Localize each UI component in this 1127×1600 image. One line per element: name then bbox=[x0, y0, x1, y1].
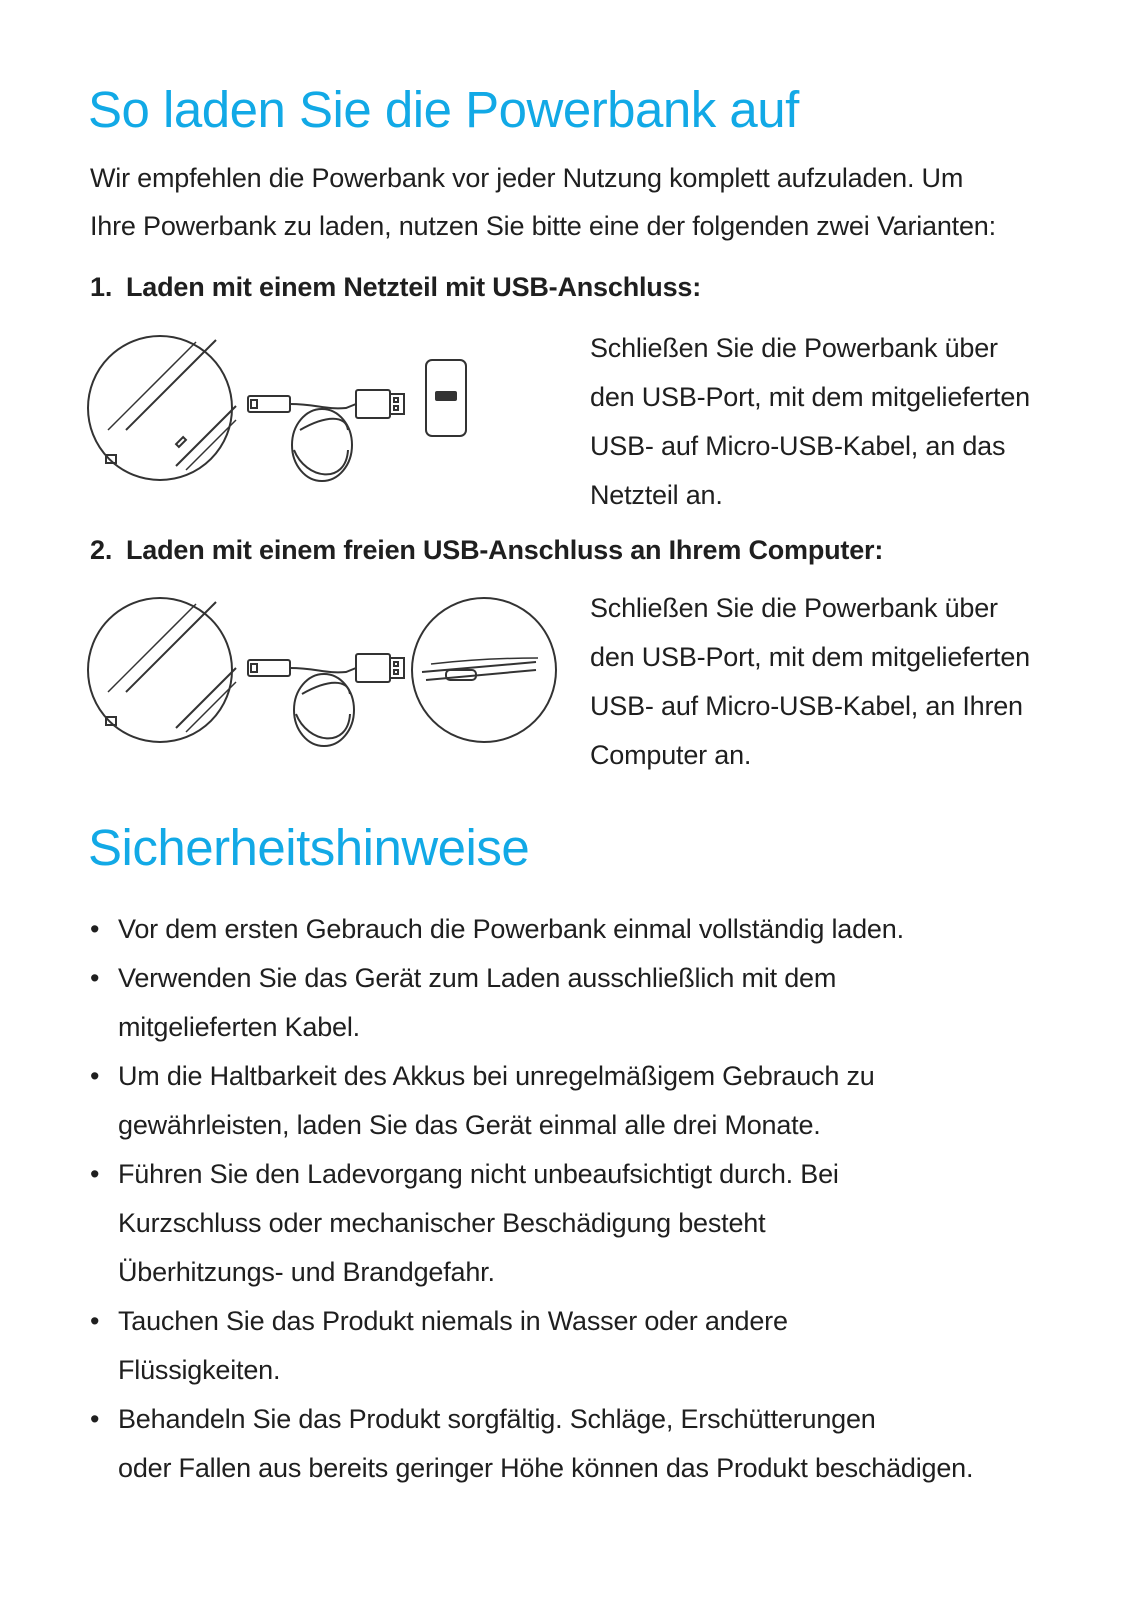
bullet-line: gewährleisten, laden Sie das Gerät einmal alle drei Monate. bbox=[118, 1110, 821, 1140]
bullet-line: Kurzschluss oder mechanischer Beschädigung besteht bbox=[118, 1208, 766, 1238]
step-line: Schließen Sie die Powerbank über bbox=[590, 333, 998, 363]
bullet-line: Vor dem ersten Gebrauch die Powerbank einmal vollständig laden. bbox=[118, 914, 904, 944]
bullet-line: Flüssigkeiten. bbox=[118, 1355, 281, 1385]
list-item bbox=[90, 1052, 1070, 1150]
charge-title: So laden Sie die Powerbank auf bbox=[88, 81, 799, 138]
step-line: Computer an. bbox=[590, 740, 752, 770]
intro-line: Wir empfehlen die Powerbank vor jeder Nutzung komplett aufzuladen. Um bbox=[90, 163, 964, 193]
bullet-icon: • bbox=[90, 1404, 100, 1434]
bullet-line: oder Fallen aus bereits geringer Höhe können das Produkt beschädigen. bbox=[118, 1453, 974, 1483]
list-item bbox=[90, 954, 1070, 1052]
step-line: USB- auf Micro-USB-Kabel, an Ihren bbox=[590, 691, 1023, 721]
step-line: USB- auf Micro-USB-Kabel, an das bbox=[590, 431, 1006, 461]
list-item bbox=[90, 905, 1070, 954]
step-number: 2. bbox=[90, 535, 113, 565]
list-item bbox=[90, 1395, 1070, 1493]
safety-title: Sicherheitshinweise bbox=[88, 819, 530, 876]
step-line: den USB-Port, mit dem mitgelieferten bbox=[590, 642, 1030, 672]
intro-line: Ihre Powerbank zu laden, nutzen Sie bitte eine der folgenden zwei Varianten: bbox=[90, 211, 996, 241]
bullet-line: Überhitzungs- und Brandgefahr. bbox=[118, 1257, 495, 1287]
step-2-text bbox=[590, 584, 1060, 780]
powerbank-wall-adapter-icon bbox=[86, 330, 566, 510]
list-item bbox=[90, 1150, 1070, 1297]
bullet-line: Tauchen Sie das Produkt niemals in Wasser oder andere bbox=[118, 1306, 788, 1336]
step-line: den USB-Port, mit dem mitgelieferten bbox=[590, 382, 1030, 412]
step-line: Netzteil an. bbox=[590, 480, 723, 510]
step-2-title bbox=[90, 530, 883, 570]
bullet-icon: • bbox=[90, 963, 100, 993]
step-line: Schließen Sie die Powerbank über bbox=[590, 593, 998, 623]
charge-intro bbox=[90, 154, 1050, 250]
bullet-icon: • bbox=[90, 1061, 100, 1091]
step-title-text: Laden mit einem Netzteil mit USB-Anschluss: bbox=[126, 272, 701, 302]
bullet-line: Verwenden Sie das Gerät zum Laden ausschließlich mit dem bbox=[118, 963, 837, 993]
step-number: 1. bbox=[90, 272, 113, 302]
bullet-line: mitgelieferten Kabel. bbox=[118, 1012, 360, 1042]
step-1-text bbox=[590, 324, 1060, 520]
bullet-line: Behandeln Sie das Produkt sorgfältig. Schläge, Erschütterungen bbox=[118, 1404, 876, 1434]
bullet-icon: • bbox=[90, 914, 100, 944]
step-title-text: Laden mit einem freien USB-Anschluss an Ihrem Computer: bbox=[126, 535, 884, 565]
bullet-icon: • bbox=[90, 1159, 100, 1189]
bullet-line: Führen Sie den Ladevorgang nicht unbeaufsichtigt durch. Bei bbox=[118, 1159, 839, 1189]
step-1-title bbox=[90, 267, 701, 307]
safety-list bbox=[90, 905, 1070, 1493]
powerbank-laptop-icon bbox=[86, 592, 566, 772]
bullet-line: Um die Haltbarkeit des Akkus bei unregelmäßigem Gebrauch zu bbox=[118, 1061, 875, 1091]
list-item bbox=[90, 1297, 1070, 1395]
bullet-icon: • bbox=[90, 1306, 100, 1336]
